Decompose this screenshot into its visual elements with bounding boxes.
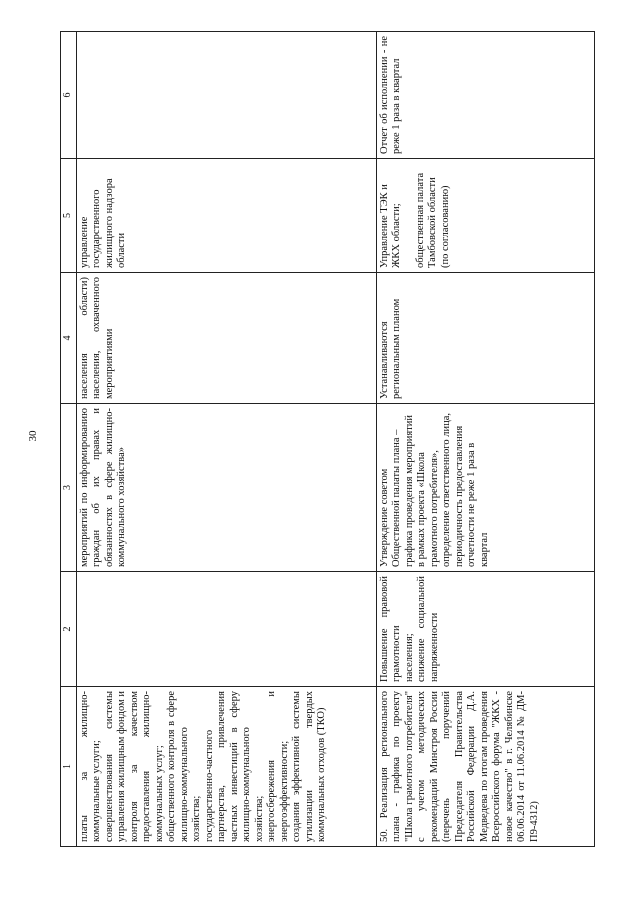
measures-table: [60, 31, 595, 847]
cell-measure: [376, 687, 595, 847]
cell-line: Управление ТЭК и ЖКХ области;: [378, 184, 402, 268]
cell-line: населения области) населения, охваченного мероприятиями: [78, 277, 115, 399]
cell-report: [76, 32, 376, 159]
table-row: [376, 32, 595, 847]
cell-line: совершенствования системы управления жилищным фондом и контроля за качеством предоставления жилищно-коммунальных услуг;: [103, 691, 165, 842]
cell-line: 50. Реализация регионального плана - графика по проекту "Школа грамотного потребителя" с учетом методических рекомендаций Минстроя России (перечень поручений Председателя Правительства Российской Федерации Д.А. Медведева по итогам проведения Всероссийского форума "ЖКХ - новое качество" в г. Челябинске 06.06.2014 от 11.06.2014 № ДМ-П9-4312): [378, 691, 540, 842]
table-row: [76, 32, 376, 847]
cell-indicator: [76, 273, 376, 404]
column-header-2: 2: [61, 572, 77, 687]
column-header-6: 6: [61, 32, 77, 159]
cell-result: [376, 572, 595, 687]
column-header-5: 5: [61, 159, 77, 273]
cell-indicator: [376, 273, 595, 404]
cell-line: создания эффективной системы утилизации твердых коммунальных отходов (ТКО): [291, 691, 327, 842]
cell-responsible: [376, 159, 595, 273]
cell-line: снижение социальной напряженности: [416, 576, 440, 682]
cell-measure: [76, 687, 376, 847]
column-header-3: 3: [61, 404, 77, 572]
cell-line: общественная палата Тамбовской области (по согласованию): [414, 172, 451, 268]
cell-responsible: [76, 159, 376, 273]
cell-line: Утверждение советом Общественной палаты плана – графика проведения мероприятий в рамках проекта «Школа грамотного потребителя», определение ответственного лица, периодичность предоставления отчетности не реже 1 раза в квартал: [378, 412, 490, 567]
cell-result: [76, 572, 376, 687]
cell-report: [376, 32, 595, 159]
header-row: [61, 32, 77, 847]
cell-action: [376, 404, 595, 572]
column-header-4: 4: [61, 273, 77, 404]
cell-line: платы за жилищно-коммунальные услуги;: [78, 691, 102, 842]
cell-line: государственно-частного партнерства, привлечения частных инвестиций в сферу жилищно-коммунального хозяйства;: [203, 691, 265, 842]
cell-line: мероприятий по информированию граждан об их правах и обязанностях в сфере жилищно-коммунального хозяйства»: [78, 408, 127, 567]
cell-action: [76, 404, 376, 572]
cell-line: Устанавливаются региональным планом: [378, 298, 402, 399]
cell-line: Отчет об исполнении - не реже 1 раза в квартал: [378, 36, 402, 154]
cell-line: общественного контроля в сфере жилищно-коммунального хозяйства;: [166, 691, 202, 842]
page-number: 30: [27, 430, 39, 442]
cell-line: энергосбережения и энергоэффективности;: [266, 691, 290, 842]
cell-line: Повышение правовой грамотности населения;: [378, 576, 415, 682]
measures-table-sheet: [60, 32, 595, 847]
column-header-1: 1: [61, 687, 77, 847]
cell-line: управление государственного жилищного надзора области: [78, 178, 127, 268]
